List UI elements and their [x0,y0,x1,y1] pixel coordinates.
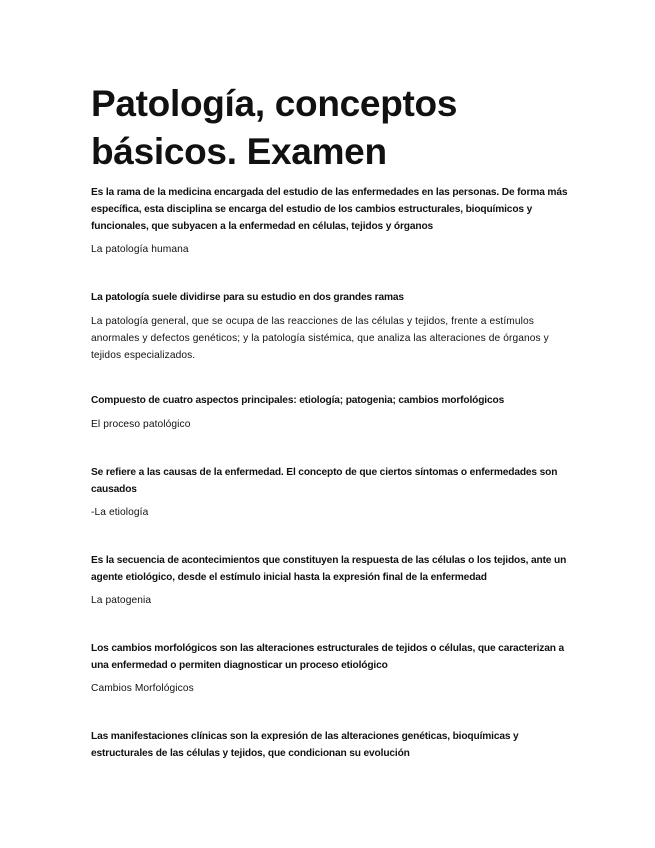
answer-2: La patología general, que se ocupa de las reacciones de las células y tejidos, frente a estímulos anormales y defectos genéticos; y la patología sistémica, que analiza las alteraciones de órganos y tejidos especializados. [91,316,549,361]
answer-1: La patología humana [91,244,189,255]
question-4: Se refiere a las causas de la enfermedad. El concepto de que ciertos síntomas o enfermedades son causados [91,467,558,495]
question-5: Es la secuencia de acontecimientos que constituyen la respuesta de las células o los tejidos, ante un agente etiológico, desde el estímulo inicial hasta la expresión final de la enfermedad [91,555,567,583]
question-3: Compuesto de cuatro aspectos principales: etiología; patogenia; cambios morfológicos [91,395,505,406]
question-2: La patología suele dividirse para su estudio en dos grandes ramas [91,292,404,303]
document-title: Patología, conceptos básicos. Examen [91,83,458,172]
question-7: Las manifestaciones clínicas son la expresión de las alteraciones genéticas, bioquímicas y estructurales de las células y tejidos, que condicionan su evolución [91,731,519,759]
answer-6: Cambios Morfológicos [91,683,194,694]
answer-4: -La etiología [91,507,149,518]
answer-3: El proceso patológico [91,419,191,430]
answer-5: La patogenia [91,595,152,606]
question-6: Los cambios morfológicos son las alteraciones estructurales de tejidos o células, que caracterizan a una enfermedad o permiten diagnosticar un proceso etiológico [91,643,565,671]
question-1: Es la rama de la medicina encargada del estudio de las enfermedades en las personas. De forma más específica, esta disciplina se encarga del estudio de los cambios estructurales, bioquímicos y funcionales, que subyacen a la enfermedad en células, tejidos y órganos [91,187,568,232]
